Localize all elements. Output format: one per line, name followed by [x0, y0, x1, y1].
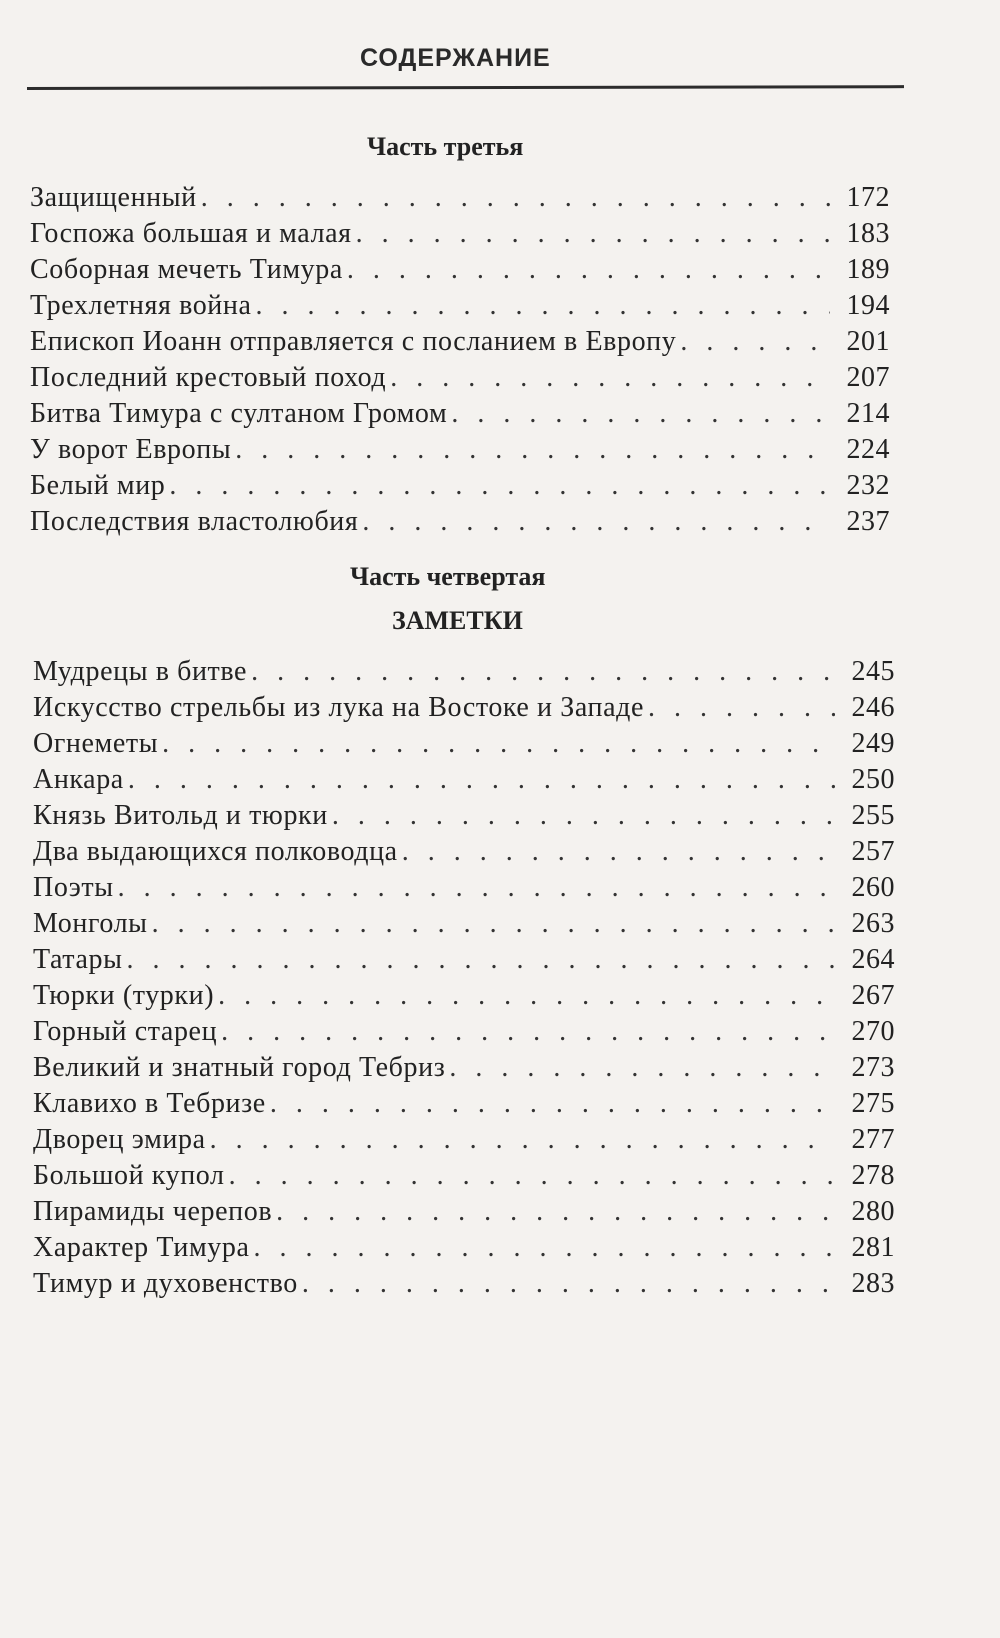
toc-entry: [30, 216, 890, 252]
toc-leader-dots: [356, 216, 830, 252]
toc-leader-dots: [254, 1230, 835, 1266]
toc-leader-dots: [229, 1158, 835, 1194]
toc-entry-page: 189: [846, 254, 890, 285]
toc-leader-dots: [270, 1086, 835, 1122]
toc-entry-title: Дворец эмира: [33, 1124, 206, 1155]
toc-entry-page: 281: [851, 1232, 895, 1263]
toc-entry-title: Два выдающихся полководца: [33, 836, 398, 867]
toc-entry-title: Трехлетняя война: [30, 290, 252, 321]
toc-entry-page: 224: [846, 434, 890, 465]
toc-entry-page: 275: [851, 1088, 895, 1119]
toc-entry: [33, 1230, 895, 1266]
toc-entry-page: 249: [851, 728, 895, 759]
toc-entry-title: Пирамиды черепов: [33, 1196, 273, 1227]
toc-entry-page: 172: [846, 182, 890, 213]
toc-entry-page: 257: [851, 836, 895, 867]
toc-entry: [33, 1266, 895, 1302]
part-four-heading: Часть четвертая: [350, 562, 546, 591]
toc-entry-page: 232: [846, 470, 890, 501]
toc-entry-page: 270: [851, 1016, 895, 1047]
toc-entry: [33, 906, 895, 942]
toc-entry-title: Татары: [33, 944, 123, 975]
toc-entry-title: Госпожа большая и малая: [30, 218, 352, 249]
toc-entry: [30, 288, 890, 324]
toc-entry-page: 260: [851, 872, 895, 903]
toc-entry-page: 273: [851, 1052, 895, 1083]
toc-entry: [33, 1086, 895, 1122]
toc-entry: [30, 396, 890, 432]
toc-entry-title: Анкара: [33, 764, 124, 795]
toc-leader-dots: [362, 504, 830, 540]
toc-entry: [33, 870, 895, 906]
toc-entry-title: Горный старец: [33, 1016, 218, 1047]
toc-entry-page: 263: [851, 908, 895, 939]
toc-entry-page: 277: [851, 1124, 895, 1155]
toc-entry: [33, 1194, 895, 1230]
toc-entry-page: 246: [851, 692, 895, 723]
toc-entry-page: 255: [851, 800, 895, 831]
toc-entry: [33, 762, 895, 798]
toc-entry: [33, 1050, 895, 1086]
toc-entry-title: Последний крестовый поход: [30, 362, 387, 393]
toc-entry: [33, 834, 895, 870]
toc-entry: [33, 654, 895, 690]
toc-entry-page: 214: [846, 398, 890, 429]
toc-entry-page: 201: [846, 326, 890, 357]
toc-leader-dots: [449, 1050, 835, 1086]
toc-part-three: [30, 180, 890, 540]
toc-entry: [33, 690, 895, 726]
toc-leader-dots: [276, 1194, 835, 1230]
toc-leader-dots: [347, 252, 830, 288]
part-three-heading: Часть третья: [367, 132, 524, 161]
toc-entry-title: Большой купол: [33, 1160, 225, 1191]
toc-entry-page: 267: [851, 980, 895, 1011]
toc-entry: [30, 504, 890, 540]
toc-entry-page: 183: [846, 218, 890, 249]
toc-entry-title: Поэты: [33, 872, 114, 903]
toc-leader-dots: [218, 978, 835, 1014]
toc-part-four: [33, 654, 895, 1302]
toc-entry-title: Тюрки (турки): [33, 980, 215, 1011]
toc-entry-title: Клавихо в Тебризе: [33, 1088, 266, 1119]
toc-leader-dots: [648, 690, 835, 726]
toc-leader-dots: [390, 360, 830, 396]
toc-leader-dots: [451, 396, 830, 432]
toc-entry-title: Битва Тимура с султаном Громом: [30, 398, 448, 429]
toc-leader-dots: [302, 1266, 835, 1302]
toc-leader-dots: [402, 834, 835, 870]
toc-entry-title: Искусство стрельбы из лука на Востоке и Западе: [33, 692, 645, 723]
toc-entry-title: Монголы: [33, 908, 148, 939]
toc-entry: [30, 180, 890, 216]
toc-entry: [33, 1122, 895, 1158]
toc-entry-page: 280: [851, 1196, 895, 1227]
toc-leader-dots: [162, 726, 835, 762]
toc-entry: [33, 1014, 895, 1050]
toc-entry-page: 207: [846, 362, 890, 393]
running-head-title: СОДЕРЖАНИЕ: [360, 44, 551, 72]
toc-entry: [33, 1158, 895, 1194]
toc-entry-page: 264: [851, 944, 895, 975]
toc-entry-title: Соборная мечеть Тимура: [30, 254, 343, 285]
toc-leader-dots: [221, 1014, 835, 1050]
toc-entry: [33, 942, 895, 978]
toc-leader-dots: [256, 288, 830, 324]
toc-entry-page: 237: [846, 506, 890, 537]
toc-entry: [30, 360, 890, 396]
notes-heading: ЗАМЕТКИ: [392, 606, 523, 635]
toc-leader-dots: [235, 432, 830, 468]
toc-entry-title: Великий и знатный город Тебриз: [33, 1052, 446, 1083]
toc-leader-dots: [332, 798, 835, 834]
toc-leader-dots: [152, 906, 835, 942]
toc-entry-title: Епископ Иоанн отправляется с посланием в Европу: [30, 326, 677, 357]
toc-entry-title: Характер Тимура: [33, 1232, 250, 1263]
toc-leader-dots: [169, 468, 830, 504]
header-rule: [27, 85, 904, 90]
toc-leader-dots: [201, 180, 830, 216]
toc-entry: [33, 798, 895, 834]
toc-entry: [33, 726, 895, 762]
toc-leader-dots: [128, 762, 835, 798]
toc-entry-page: 278: [851, 1160, 895, 1191]
toc-entry-title: У ворот Европы: [30, 434, 232, 465]
toc-entry-title: Белый мир: [30, 470, 166, 501]
toc-entry-page: 250: [851, 764, 895, 795]
toc-entry: [30, 252, 890, 288]
toc-entry-page: 194: [846, 290, 890, 321]
toc-leader-dots: [118, 870, 835, 906]
toc-entry-title: Князь Витольд и тюрки: [33, 800, 328, 831]
toc-leader-dots: [210, 1122, 835, 1158]
toc-entry-title: Последствия властолюбия: [30, 506, 359, 537]
toc-leader-dots: [127, 942, 835, 978]
toc-entry-page: 283: [851, 1268, 895, 1299]
toc-entry: [30, 324, 890, 360]
toc-leader-dots: [680, 324, 830, 360]
toc-entry: [30, 468, 890, 504]
toc-leader-dots: [251, 654, 835, 690]
toc-entry: [33, 978, 895, 1014]
toc-entry-title: Тимур и духовенство: [33, 1268, 298, 1299]
toc-entry-title: Защищенный: [30, 182, 197, 213]
toc-entry-title: Мудрецы в битве: [33, 656, 248, 687]
toc-entry: [30, 432, 890, 468]
toc-entry-title: Огнеметы: [33, 728, 159, 759]
toc-entry-page: 245: [851, 656, 895, 687]
